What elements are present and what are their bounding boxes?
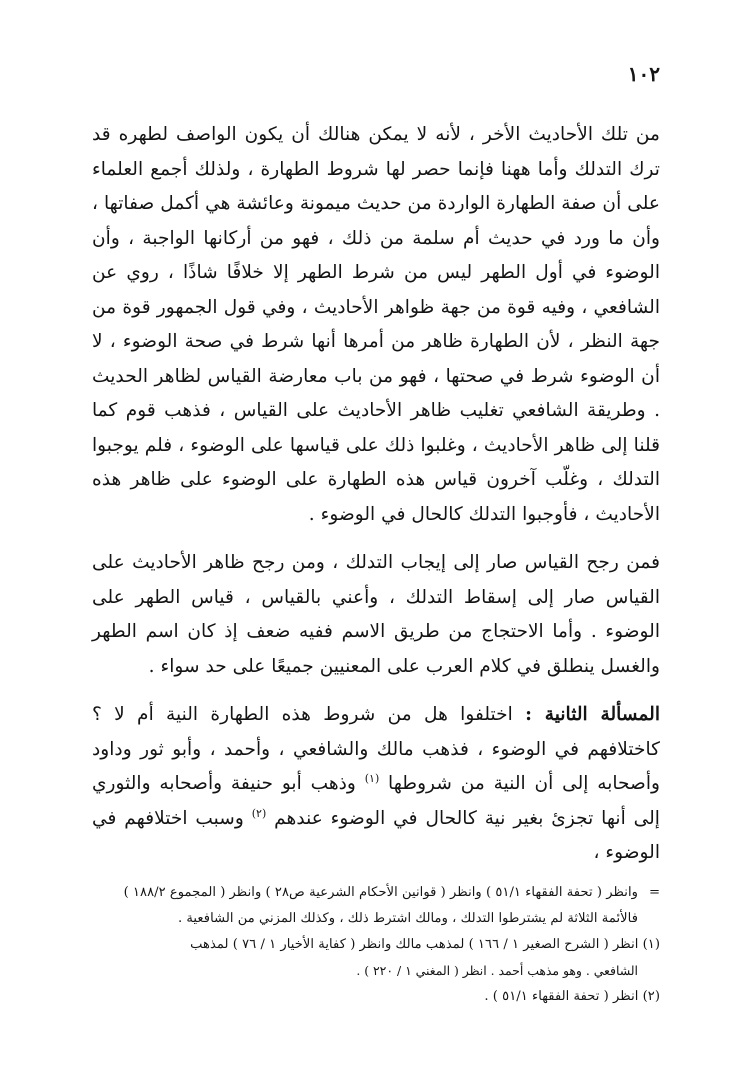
footnote-ref-1[interactable]: (١) <box>364 771 380 785</box>
footnote-continuation <box>92 880 660 932</box>
footnote-1-line-2: الشافعي . وهو مذهب أحمد . انظر ( المغني ١ / ٢٢٠ ) . <box>356 963 638 978</box>
footnote-ref-2[interactable]: (٢) <box>251 806 267 820</box>
paragraph-2: فمن رجح القياس صار إلى إيجاب التدلك ، ومن رجح ظاهر الأحاديث على القياس صار إلى إسقاط التدلك ، وأعني بالقياس ، قياس الطهر على الوضوء . وأما الاحتجاج من طريق الاسم ففيه ضعف إذ كان اسم الطهر والغسل ينطلق في كلام العرب على المعنيين جميعًا على حد سواء . <box>92 552 660 677</box>
paragraph-3-part-2: وذهب أبو حنيفة وأصحابه والثوري إلى أنها تجزئ بغير نية كالحال في الوضوء عندهم <box>92 773 660 829</box>
footnotes <box>92 880 660 1010</box>
section-heading: المسألة الثانية : <box>525 704 660 725</box>
page-number: ١٠٢ <box>627 62 660 86</box>
paragraph-3-part-1: اختلفوا هل من شروط هذه الطهارة النية أم لا ؟ كاختلافهم في الوضوء ، فذهب مالك والشافعي ، وأحمد ، وأبو ثور وداود وأصحابه إلى أن النية من شروطها <box>92 704 660 794</box>
continuation-mark: = <box>648 885 660 900</box>
footnote-continuation-line-1: وانظر ( تحفة الفقهاء ٥١/١ ) وانظر ( قوانين الأحكام الشرعية ص٢٨ ) وانظر ( المجموع ١٨٨/٢ ) <box>123 885 638 900</box>
paragraph-1: من تلك الأحاديث الأخر ، لأنه لا يمكن هنالك أن يكون الواصف لطهره قد ترك التدلك وأما ههنا فإنما حصر لها شروط الطهارة ، ولذلك أجمع العلماء على أن صفة الطهارة الواردة من حديث ميمونة وعائشة هي أكمل صفاتها ، وأن ما ورد في حديث أم سلمة من ذلك ، فهو من أركانها الواجبة ، وأن الوضوء في أول الطهر ليس من شرط الطهر إلا خلافًا شاذًا ، روي عن الشافعي ، وفيه قوة من جهة ظواهر الأحاديث ، وفي قول الجمهور قوة من جهة النظر ، لأن الطهارة ظاهر من أمرها أنها شرط في صحة الوضوء ، لا أن الوضوء شرط في صحتها ، فهو من باب معارضة القياس لظاهر الحديث . وطريقة الشافعي تغليب ظاهر الأحاديث على القياس ، فذهب قوم كما قلنا إلى ظاهر الأحاديث ، وغلبوا ذلك على قياسها على الوضوء ، فلم يوجبوا التدلك ، وغلّب آخرون قياس هذه الطهارة على الوضوء على ظاهر هذه الأحاديث ، فأوجبوا التدلك كالحال في الوضوء . <box>92 124 660 525</box>
paragraph-3 <box>92 698 660 871</box>
footnote-2: (٢) انظر ( تحفة الفقهاء ٥١/١ ) . <box>484 989 660 1004</box>
paragraph-3-part-3: وسبب اختلافهم في الوضوء ، <box>92 807 660 863</box>
main-text <box>92 118 660 871</box>
footnote-1-line-1: (١) انظر ( الشرح الصغير ١ / ١٦٦ ) لمذهب مالك وانظر ( كفاية الأخيار ١ / ٧٦ ) لمذهب <box>190 937 660 952</box>
footnote-continuation-line-2: فالأئمة الثلاثة لم يشترطوا التدلك ، ومالك اشترط ذلك ، وكذلك المزني من الشافعية . <box>177 911 638 926</box>
